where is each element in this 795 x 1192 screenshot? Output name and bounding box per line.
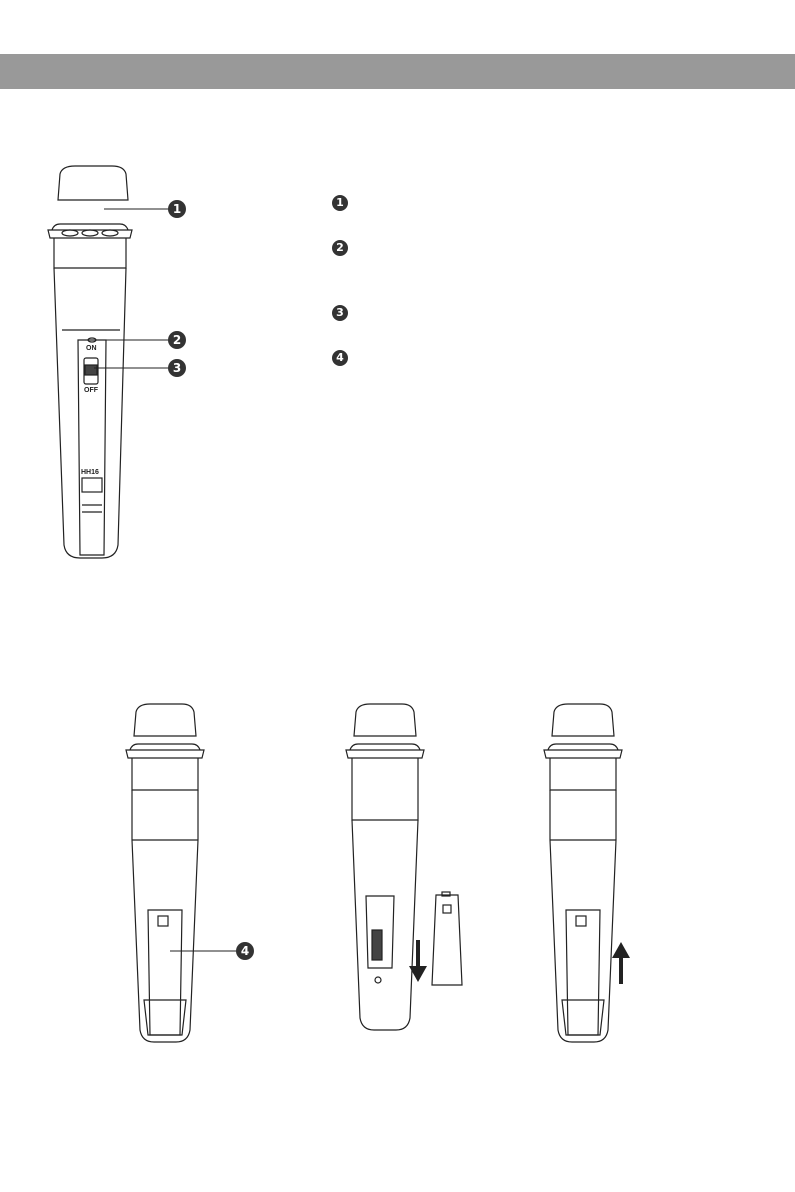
key-item-2: 2 [332,240,348,256]
callout-3: 3 [168,359,186,377]
callout-1: 1 [168,200,186,218]
key-item-3: 3 [332,305,348,321]
switch-off-label: OFF [84,387,98,394]
up-arrow-icon [612,942,630,984]
mic-cover-removed-illustration [340,700,480,1045]
down-arrow-icon [409,940,427,982]
switch-on-label: ON [86,345,97,352]
model-label: HH16 [81,469,99,476]
callout-4: 4 [236,942,254,960]
key-item-4: 4 [332,350,348,366]
mic-cover-replaced-illustration [538,700,628,1045]
callout-2: 2 [168,331,186,349]
key-item-1: 1 [332,195,348,211]
